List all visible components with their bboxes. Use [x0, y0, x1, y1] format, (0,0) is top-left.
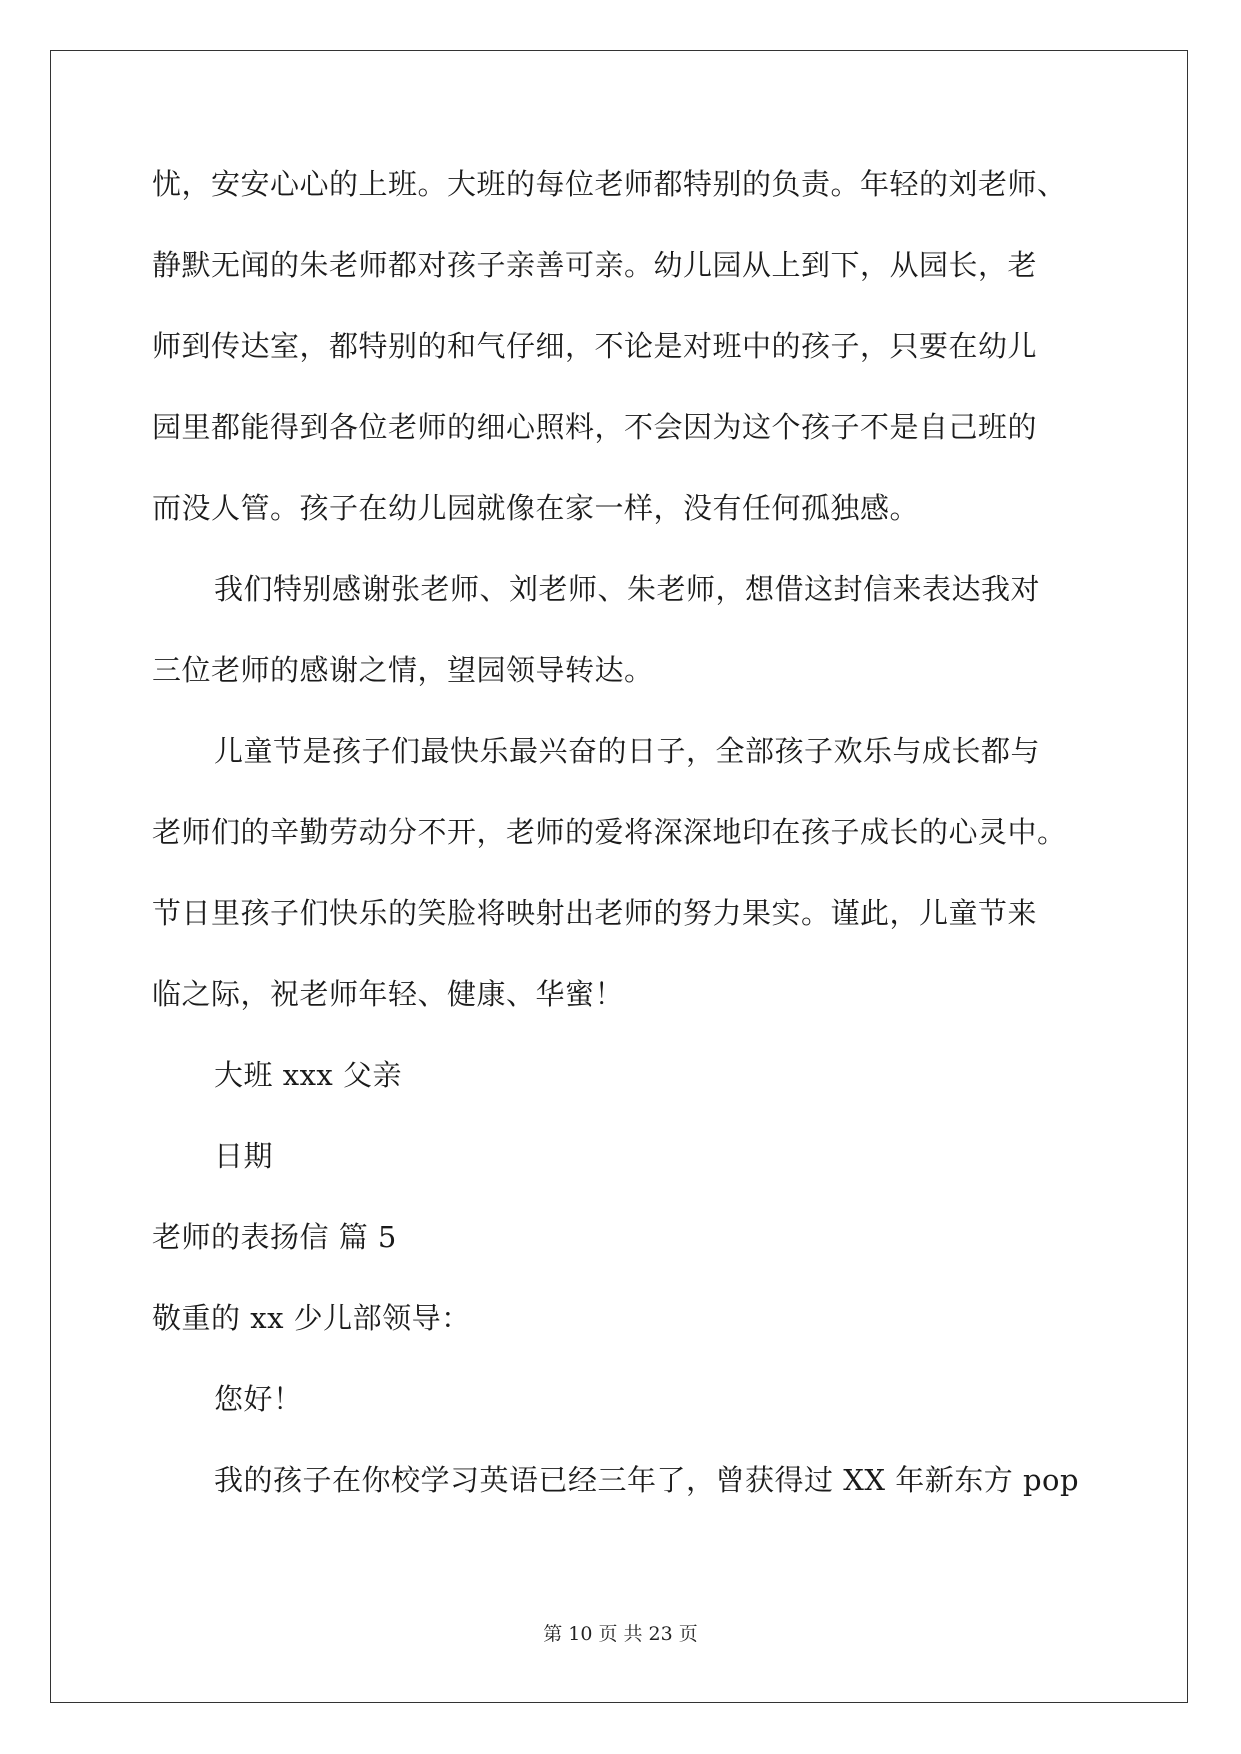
signature-line: 大班 xxx 父亲 — [214, 1058, 403, 1092]
paragraph-line: 而没人管。孩子在幼儿园就像在家一样，没有任何孤独感。 — [152, 491, 920, 525]
paragraph-line: 园里都能得到各位老师的细心照料，不会因为这个孩子不是自己班的 — [152, 410, 1038, 444]
greeting-line: 您好！ — [214, 1382, 303, 1416]
paragraph-line: 我的孩子在你校学习英语已经三年了，曾获得过 XX 年新东方 pop — [214, 1463, 1080, 1497]
paragraph-line: 老师们的辛勤劳动分不开，老师的爱将深深地印在孩子成长的心灵中。 — [152, 815, 1067, 849]
salutation-line: 敬重的 xx 少儿部领导： — [152, 1301, 471, 1335]
paragraph-line: 忧，安安心心的上班。大班的每位老师都特别的负责。年轻的刘老师、 — [152, 167, 1067, 201]
date-line: 日期 — [214, 1139, 274, 1173]
paragraph-line: 三位老师的感谢之情，望园领导转达。 — [152, 653, 654, 687]
section-heading: 老师的表扬信 篇 5 — [152, 1220, 397, 1254]
paragraph-line: 我们特别感谢张老师、刘老师、朱老师，想借这封信来表达我对 — [214, 572, 1041, 606]
paragraph-line: 临之际，祝老师年轻、健康、华蜜！ — [152, 977, 625, 1011]
paragraph-line: 师到传达室，都特别的和气仔细，不论是对班中的孩子，只要在幼儿 — [152, 329, 1038, 363]
page-border — [50, 50, 1188, 1703]
paragraph-line: 静默无闻的朱老师都对孩子亲善可亲。幼儿园从上到下，从园长，老 — [152, 248, 1038, 282]
page-number-footer: 第 10 页 共 23 页 — [543, 1623, 698, 1645]
paragraph-line: 儿童节是孩子们最快乐最兴奋的日子，全部孩子欢乐与成长都与 — [214, 734, 1041, 768]
paragraph-line: 节日里孩子们快乐的笑脸将映射出老师的努力果实。谨此，儿童节来 — [152, 896, 1038, 930]
